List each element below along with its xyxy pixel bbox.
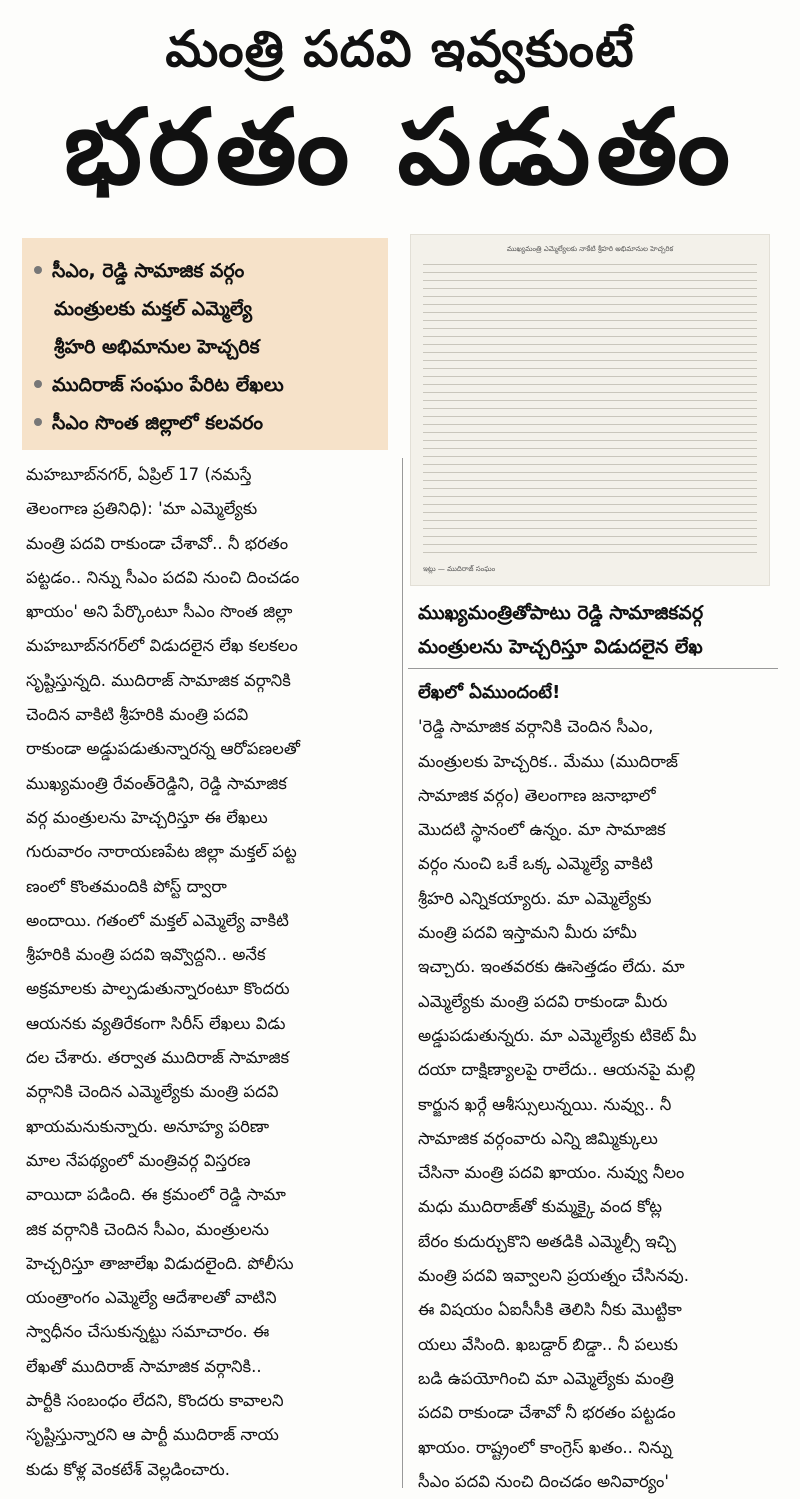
letter-text-scan <box>423 259 757 559</box>
caption-line: ముఖ్యమంత్రితోపాటు రెడ్డి సామాజికవర్గ <box>418 602 704 624</box>
left-column <box>26 458 394 1487</box>
article-line: అందాయి. గతంలో మక్తల్ ఎమ్మెల్యే వాకిటి <box>26 910 289 930</box>
article-line: ఆయనకు వ్యతిరేకంగా సిరీస్ లేఖలు విడు <box>26 1013 286 1033</box>
letter-quote-line: ఇచ్చారు. ఇంతవరకు ఊసెత్తడం లేదు. మా <box>418 957 685 977</box>
letter-quote-line: మొదటి స్థానంలో ఉన్నం. మా సామాజిక <box>418 820 666 840</box>
article-line: ఖాయమనుకున్నారు. అనూహ్య పరిణా <box>26 1116 270 1136</box>
article-line: వర్గానికి చెందిన ఎమ్మెల్యేకు మంత్రి పదవి <box>26 1082 279 1102</box>
letter-quote-line: బేరం కుదుర్చుకొని అతడికి ఎమ్మెల్సీ ఇచ్చి <box>418 1231 676 1251</box>
letter-signature: ఇట్లు — ముదిరాజ్ సంఘం <box>423 565 496 573</box>
highlight-item <box>32 366 382 404</box>
article-line: స్వాధీనం చేసుకున్నట్టు సమాచారం. ఈ <box>26 1322 270 1342</box>
letter-quote-line: సామాజిక వర్గం) తెలంగాణ జనాభాలో <box>418 785 656 805</box>
highlight-item <box>32 252 382 290</box>
caption-divider <box>408 668 778 669</box>
article-line: హెచ్చరిస్తూ తాజాలేఖ విడుదలైంది. పోలీసు <box>26 1253 294 1273</box>
letter-image <box>410 234 770 586</box>
highlight-text: ముదిరాజ్ సంఘం పేరిట లేఖలు <box>52 374 284 396</box>
letter-quote-line: ఎమ్మెల్యేకు మంత్రి పదవి రాకుండా మీరు <box>418 991 668 1011</box>
letter-quote-line: శ్రీహరి ఎన్నికయ్యారు. మా ఎమ్మెల్యేకు <box>418 888 652 908</box>
article-line: మాల నేపథ్యంలో మంత్రివర్గ విస్తరణ <box>26 1150 251 1170</box>
article-line: మహబూబ్‌నగర్‌లో విడుదలైన లేఖ కలకలం <box>26 636 298 656</box>
letter-quote-line: మంత్రి పదవి ఇస్తామని మీరు హామీ <box>418 923 637 943</box>
article-line: సృష్టిస్తున్నారని ఆ పార్టీ ముదిరాజ్ నాయ <box>26 1425 279 1445</box>
letter-quote-line: మంత్రి పదవి ఇవ్వాలని ప్రయత్నం చేసినవు. <box>418 1266 690 1286</box>
article-line: వర్గ మంత్రులను హెచ్చరిస్తూ ఈ లేఖలు <box>26 807 268 827</box>
letter-quote-line: యలు వేసింది. ఖబడ్దార్ బిడ్డా.. నీ పలుకు <box>418 1334 678 1354</box>
highlight-text: సీఎం సొంత జిల్లాలో కలవరం <box>52 412 264 434</box>
highlight-text: మంత్రులకు మక్తల్ ఎమ్మెల్యే <box>54 298 253 320</box>
letter-quote-line: కార్జున ఖర్గే ఆశీస్సులున్నయి. నువ్వు.. నీ <box>418 1094 672 1114</box>
highlight-item <box>32 328 382 366</box>
article-line: వాయిదా పడింది. ఈ క్రమంలో రెడ్డి సామా <box>26 1185 286 1205</box>
letter-heading: ముఖ్యమంత్రి ఎమ్మెల్యేలకు నాకేటి శ్రీహరి అభిమానుల హెచ్చరిక <box>506 245 674 253</box>
letter-quote-line: వర్గం నుంచి ఒకే ఒక్క ఎమ్మెల్యే వాకిటి <box>418 854 653 874</box>
caption-line: మంత్రులను హెచ్చరిస్తూ విడుదలైన లేఖ <box>418 636 703 658</box>
article-line: చెందిన వాకిటి శ్రీహరికి మంత్రి పదవి <box>26 705 249 725</box>
bullet-icon <box>34 380 42 388</box>
article-line: అక్రమాలకు పాల్పడుతున్నారంటూ కొందరు <box>26 979 290 999</box>
headline-sub: మంత్రి పదవి ఇవ్వకుంటే <box>165 20 635 78</box>
highlight-item <box>32 404 382 442</box>
article-line: దల చేశారు. తర్వాత ముదిరాజ్ సామాజిక <box>26 1048 290 1068</box>
right-subhead: లేఖలో ఏముందంటే! <box>418 682 561 703</box>
letter-quote-line: సామాజిక వర్గంవారు ఎన్ని జిమ్మిక్కులు <box>418 1128 658 1148</box>
article-line: శ్రీహరికి మంత్రి పదవి ఇవ్వొద్దని.. అనేక <box>26 945 266 965</box>
bullet-icon <box>34 266 42 274</box>
article-line: జిక వర్గానికి చెందిన సీఎం, మంత్రులను <box>26 1219 269 1239</box>
article-line: ణంలో కొంతమందికి పోస్ట్ ద్వారా <box>26 876 227 896</box>
article-line: మంత్రి పదవి రాకుండా చేశావో.. నీ భరతం <box>26 533 289 553</box>
right-column <box>418 676 778 1499</box>
article-line: ఖాయం' అని పేర్కొంటూ సీఎం సొంత జిల్లా <box>26 602 293 622</box>
article-line: రాకుండా అడ్డుపడుతున్నారన్న ఆరోపణలతో <box>26 739 300 759</box>
letter-quote-line: బడి ఉపయోగించి మా ఎమ్మెల్యేకు మంత్రి <box>418 1368 674 1388</box>
article-line: యంత్రాంగం ఎమ్మెల్యే ఆదేశాలతో వాటిని <box>26 1288 277 1308</box>
highlight-text: సీఎం, రెడ్డి సామాజిక వర్గం <box>52 260 245 282</box>
article-line: ముఖ్యమంత్రి రేవంత్‌రెడ్డిని, రెడ్డి సామాజిక <box>26 773 287 793</box>
article-line: సృష్టిస్తున్నది. ముదిరాజ్ సామాజిక వర్గానికి <box>26 670 291 690</box>
letter-quote-line: మధు ముదిరాజ్‌తో కుమ్మక్కై వంద కోట్ల <box>418 1197 662 1217</box>
letter-quote-line: ఈ విషయం ఏఐసీసీకి తెలిసి నీకు మొట్టికా <box>418 1300 682 1320</box>
article-line: మహబూబ్‌నగర్, ఏప్రిల్ 17 (నమస్తే <box>26 465 252 484</box>
highlight-item <box>32 290 382 328</box>
bullet-icon <box>34 418 42 426</box>
article-line: పార్టీకి సంబంధం లేదని, కొందరు కావాలని <box>26 1391 284 1411</box>
letter-quote-line: పదవి రాకుండా చేశావో నీ భరతం పట్టడం <box>418 1403 676 1423</box>
highlight-text: శ్రీహరి అభిమానుల హెచ్చరిక <box>54 336 260 358</box>
column-divider <box>402 458 403 1488</box>
letter-quote-line: 'రెడ్డి సామాజిక వర్గానికి చెందిన సీఎం, <box>418 717 654 737</box>
article-line: పట్టడం.. నిన్ను సీఎం పదవి నుంచి దించడం <box>26 567 300 587</box>
letter-quote-line: ఖాయం. రాష్ట్రంలో కాంగ్రెస్ ఖతం.. నిన్ను <box>418 1437 673 1457</box>
letter-quote-line: చేసినా మంత్రి పదవి ఖాయం. నువ్వు నీలం <box>418 1163 685 1183</box>
letter-quote-line: అడ్డుపడుతున్నరు. మా ఎమ్మెల్యేకు టికెట్ మీ <box>418 1025 697 1045</box>
article-line: లేఖతో ముదిరాజ్ సామాజిక వర్గానికి.. <box>26 1356 262 1376</box>
article-line: కుడు కోళ్ల వెంకటేశ్ వెల్లడించారు. <box>26 1459 230 1479</box>
letter-quote-line: సీఎం పదవి నుంచి దించడం అనివార్యం' <box>418 1471 669 1491</box>
article-line: గురువారం నారాయణపేట జిల్లా మక్తల్ పట్ట <box>26 842 297 862</box>
letter-quote-line: దయా దాక్షిణ్యాలపై రాలేదు.. ఆయనపై మల్లి <box>418 1060 696 1080</box>
headline-main: భరతం పడుతం <box>63 86 737 208</box>
article-line: తెలంగాణ ప్రతినిధి): 'మా ఎమ్మెల్యేకు <box>26 499 258 519</box>
image-caption <box>418 596 778 664</box>
letter-quote-line: మంత్రులకు హెచ్చరిక.. మేము (ముదిరాజ్ <box>418 751 678 771</box>
highlights-box <box>22 238 388 450</box>
